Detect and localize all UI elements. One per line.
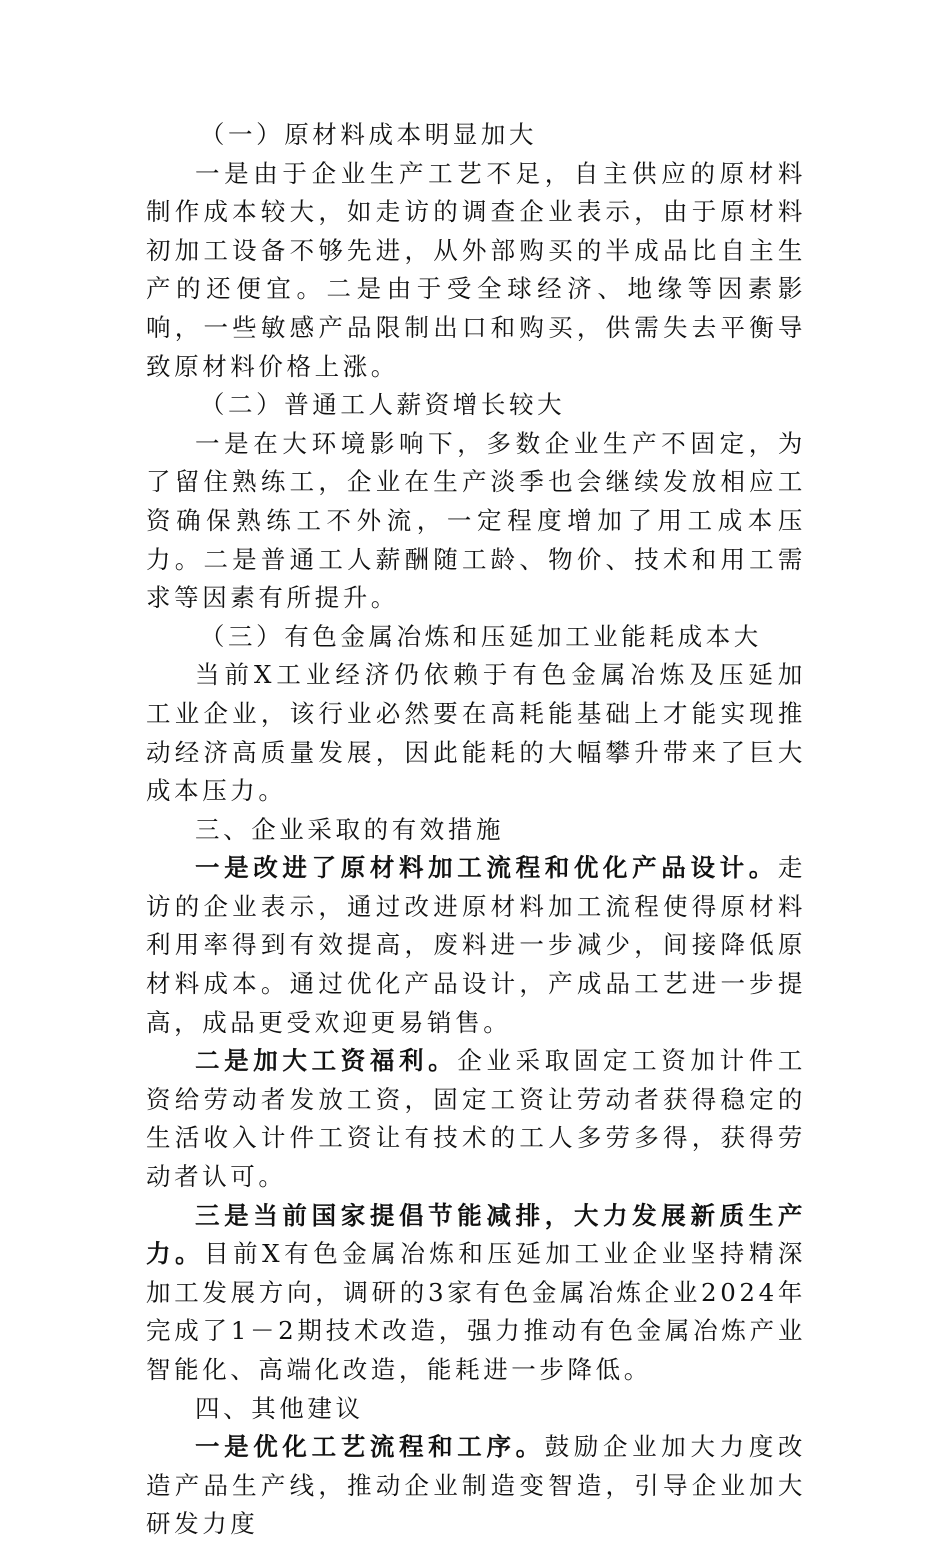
paragraph-worker-wages: 一是在大环境影响下，多数企业生产不固定，为了留住熟练工，企业在生产淡季也会继续发放相应工资确保熟练工不外流，一定程度增加了用工成本压力。二是普通工人薪酬随工龄、物价、技术和用工需求等因素有所提升。 (146, 428, 806, 613)
text-measure-1: 走访的企业表示，通过改进原材料加工流程使得原材料利用率得到有效提高，废料进一步减少，间接降低原材料成本。通过优化产品设计，产成品工艺进一步提高，成品更受欢迎更易销售。 (146, 853, 806, 1037)
paragraph-suggestion-1 (146, 1428, 806, 1544)
subheading-worker-wages: （二）普通工人薪资增长较大 (199, 390, 566, 420)
lead-measure-2: 二是加大工资福利。 (195, 1046, 458, 1076)
paragraph-measure-2 (146, 1042, 806, 1196)
document-body (146, 116, 806, 1544)
heading-other-suggestions: 四、其他建议 (195, 1393, 364, 1423)
lead-measure-3: 三是当前国家提倡节能减排，大力发展新质生产力。 (146, 1200, 806, 1269)
lead-suggestion-1: 一是优化工艺流程和工序。 (195, 1432, 545, 1462)
subheading-raw-material-cost: （一）原材料成本明显加大 (199, 120, 538, 149)
paragraph-energy-cost: 当前X工业经济仍依赖于有色金属冶炼及压延加工业企业，该行业必然要在高耗能基础上才能实现推动经济高质量发展，因此能耗的大幅攀升带来了巨大成本压力。 (146, 660, 806, 806)
heading-effective-measures: 三、企业采取的有效措施 (195, 814, 505, 844)
paragraph-measure-3 (146, 1197, 806, 1390)
paragraph-measure-1 (146, 849, 806, 1042)
subheading-energy-cost: （三）有色金属冶炼和压延加工业能耗成本大 (199, 621, 762, 651)
text-measure-3: 目前X有色金属冶炼和压延加工业企业坚持精深加工发展方向，调研的3家有色金属冶炼企业2024年完成了1－2期技术改造，强力推动有色金属冶炼产业智能化、高端化改造，能耗进一步降低。 (146, 1239, 806, 1384)
text-measure-2: 企业采取固定工资加计件工资给劳动者发放工资，固定工资让劳动者获得稳定的生活收入计件工资让有技术的工人多劳多得，获得劳动者认可。 (146, 1046, 807, 1192)
text-suggestion-1: 鼓励企业加大力度改造产品生产线，推动企业制造变智造，引导企业加大研发力度 (146, 1432, 806, 1539)
lead-measure-1: 一是改进了原材料加工流程和优化产品设计。 (195, 853, 778, 883)
paragraph-raw-material-cost: 一是由于企业生产工艺不足，自主供应的原材料制作成本较大，如走访的调查企业表示，由于原材料初加工设备不够先进，从外部购买的半成品比自主生产的还便宜。二是由于受全球经济、地缘等因素影响，一些敏感产品限制出口和购买，供需失去平衡导致原材料价格上涨。 (146, 158, 806, 381)
